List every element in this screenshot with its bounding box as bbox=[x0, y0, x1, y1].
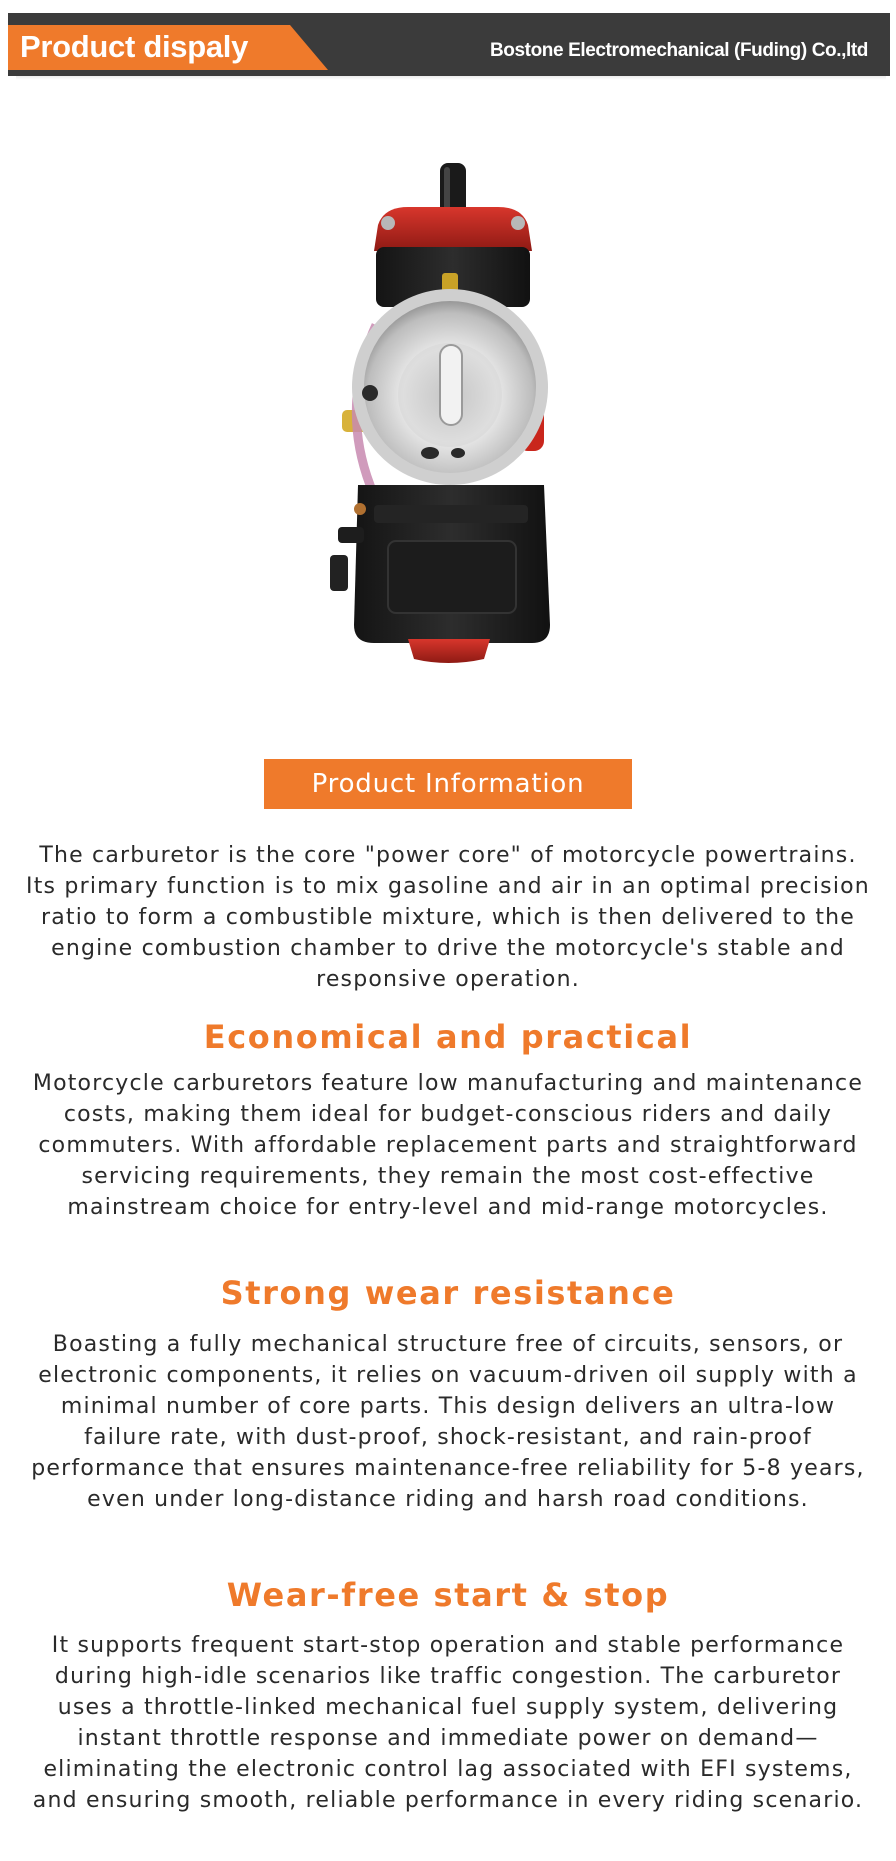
intro-paragraph: The carburetor is the core "power core" of motorcycle powertrains. Its primary function is to mix gasoline and air in an optimal precision ratio to form a combustible mixture, which is then delivered to the engine combustion chamber to drive the motorcycle's stable and responsive operation. bbox=[26, 843, 870, 992]
section-heading-start-stop: Wear-free start & stop bbox=[226, 1576, 670, 1614]
section-heading-economical: Economical and practical bbox=[203, 1018, 693, 1056]
section-body-wear-resistance: Boasting a fully mechanical structure free of circuits, sensors, or electronic components, it relies on vacuum-driven oil supply with a minimal number of core parts. This design delivers an ultra-low failure rate, with dust-proof, shock-resistant, and rain-proof performance that ensures maintenance-free reliability for 5-8 years, even under long-distance riding and harsh road conditions. bbox=[31, 1332, 865, 1512]
product-information-badge: Product Information bbox=[264, 759, 632, 809]
section-body-start-stop: It supports frequent start-stop operation and stable performance during high-idle scenarios like traffic congestion. The carburetor uses a throttle-linked mechanical fuel supply system, delivering instant throttle response and immediate power on demand—eliminating the electronic control lag associated with EFI systems, and ensuring smooth, reliable performance in every riding scenario. bbox=[32, 1633, 864, 1813]
page-title: Product dispaly bbox=[20, 29, 249, 64]
header-banner bbox=[8, 13, 890, 76]
company-name: Bostone Electromechanical (Fuding) Co.,ltd bbox=[489, 40, 868, 61]
section-body-economical: Motorcycle carburetors feature low manufacturing and maintenance costs, making them ideal for budget-conscious riders and daily commuters. With affordable replacement parts and straightforward servicing requirements, they remain the most cost-effective mainstream choice for entry-level and mid-range motorcycles. bbox=[32, 1071, 864, 1220]
carburetor-image bbox=[318, 155, 578, 665]
section-heading-wear-resistance: Strong wear resistance bbox=[220, 1274, 676, 1312]
